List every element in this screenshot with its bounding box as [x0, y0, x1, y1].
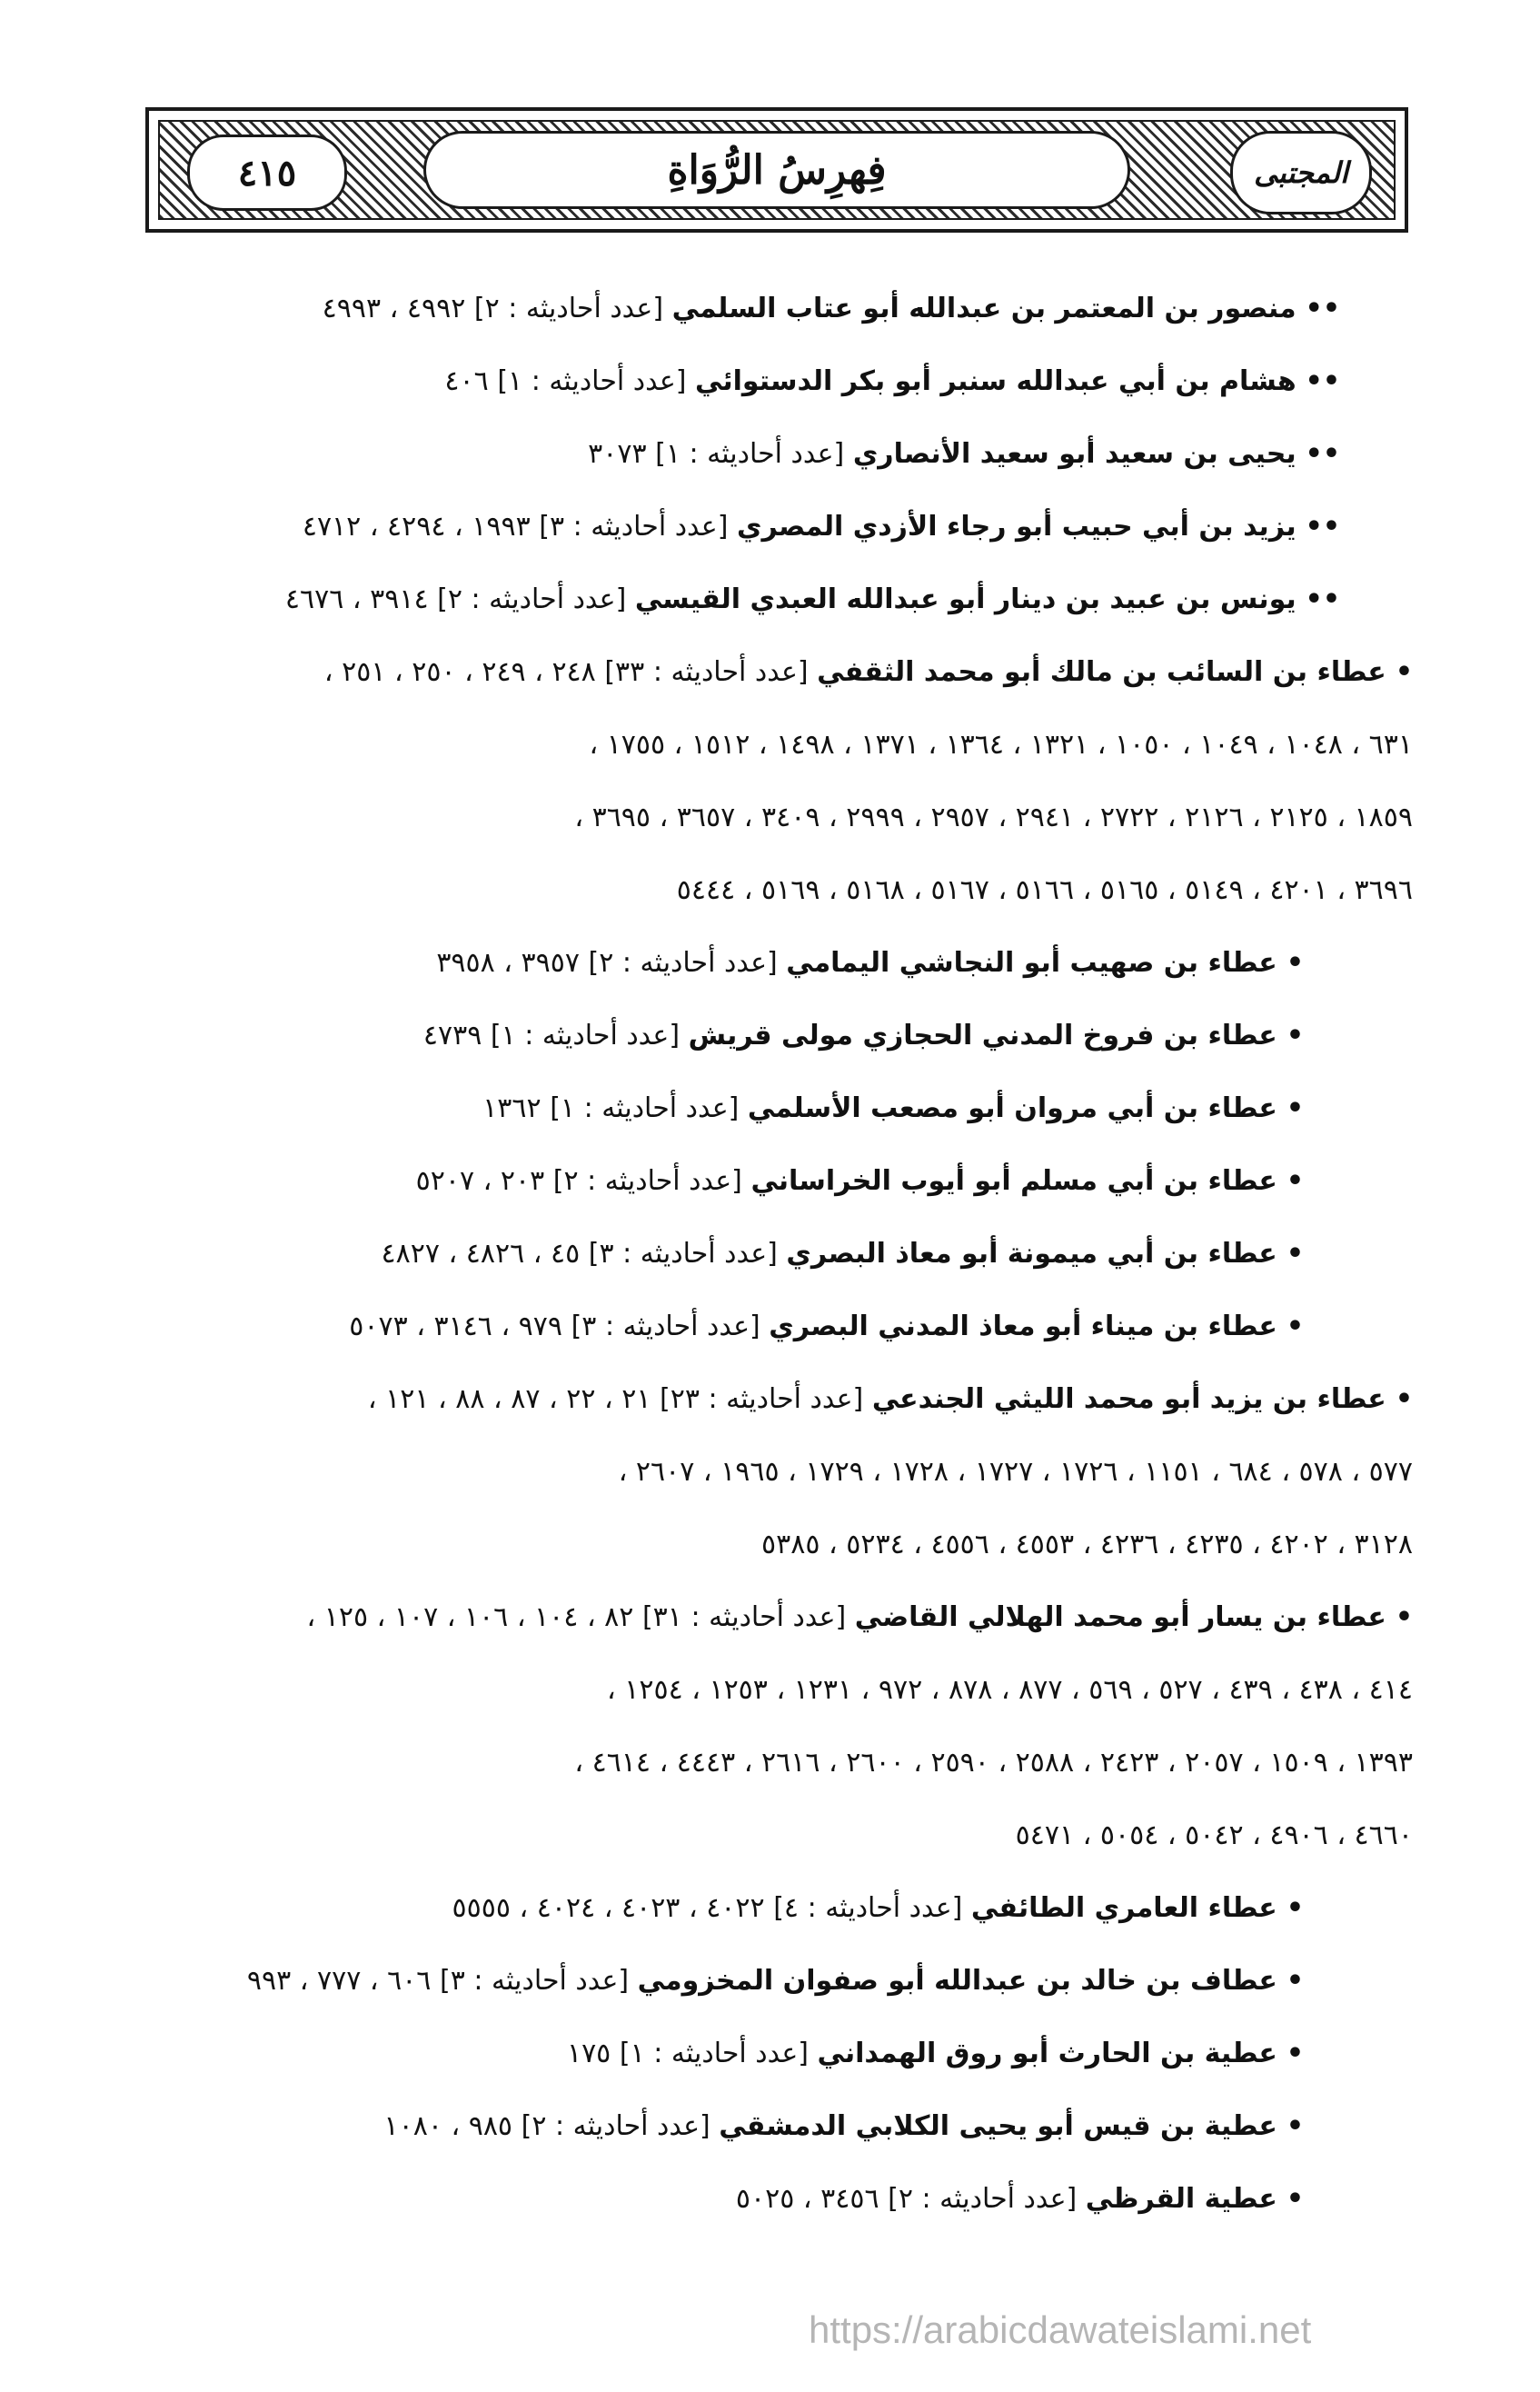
hadith-numbers: ١٧٥ [566, 2038, 611, 2069]
bullet-icon: • [1286, 1892, 1304, 1924]
narrator-name: يحيى بن سعيد أبو سعيد الأنصاري [852, 438, 1297, 470]
hadith-numbers-continued: ٦٣١ ، ١٠٤٨ ، ١٠٤٩ ، ١٠٥٠ ، ١٣٢١ ، ١٣٦٤ ، ١٣٧١ ، ١٤٩٨ ، ١٥١٢ ، ١٧٥٥ ، [589, 729, 1413, 761]
entry-first-line [145, 1945, 1304, 2018]
hadith-count: [عدد أحاديثه : ٢] [473, 293, 664, 324]
narrator-name: عطاء بن أبي مروان أبو مصعب الأسلمي [747, 1092, 1277, 1124]
narrator-name: عطاء بن فروخ المدني الحجازي مولى قريش [688, 1020, 1277, 1051]
bullet-icon: • [1286, 947, 1304, 979]
ornamental-border [158, 120, 1396, 220]
entry-first-line [145, 1872, 1304, 1945]
hadith-numbers: ٢٤٨ ، ٢٤٩ ، ٢٥٠ ، ٢٥١ ، [323, 656, 596, 688]
logo-text: المجتبى [1254, 155, 1348, 190]
bullet-icon: • [1395, 1383, 1413, 1415]
hadith-count: [عدد أحاديثه : ٢] [552, 1165, 742, 1197]
hadith-numbers: ١٩٩٣ ، ٤٢٩٤ ، ٤٧١٢ [302, 511, 531, 543]
narrator-name: عطاء بن صهيب أبو النجاشي اليمامي [786, 947, 1277, 979]
bullet-icon: • [1395, 656, 1413, 688]
bullet-icon: • [1286, 2110, 1304, 2142]
index-entry [145, 1291, 1413, 1363]
index-entry [145, 345, 1413, 418]
watermark: https://arabicdawateislami.net [809, 2308, 1312, 2351]
narrator-name: عطاء العامري الطائفي [970, 1892, 1277, 1924]
hadith-count: [عدد أحاديثه : ٢] [888, 2183, 1078, 2215]
narrators-index-list [145, 273, 1413, 2236]
book-logo [1230, 131, 1372, 214]
narrator-name: عطاء بن يسار أبو محمد الهلالي القاضي [854, 1601, 1386, 1633]
hadith-numbers-continued: ١٣٩٣ ، ١٥٠٩ ، ٢٠٥٧ ، ٢٤٢٣ ، ٢٥٨٨ ، ٢٥٩٠ ، ٢٦٠٠ ، ٢٦١٦ ، ٤٤٤٣ ، ٤٦١٤ ، [574, 1747, 1413, 1779]
narrator-name: عطاف بن خالد بن عبدالله أبو صفوان المخزومي [637, 1965, 1277, 1997]
hadith-count: [عدد أحاديثه : ٤] [773, 1892, 963, 1924]
hadith-count: [عدد أحاديثه : ٢] [437, 583, 627, 615]
hadith-numbers: ٦٠٦ ، ٧٧٧ ، ٩٩٣ [246, 1965, 432, 1997]
bullet-icon: •• [1305, 583, 1340, 615]
narrator-name: عطاء بن ميناء أبو معاذ المدني البصري [769, 1311, 1277, 1342]
hadith-count: [عدد أحاديثه : ٢] [521, 2110, 710, 2142]
entry-first-line [145, 563, 1340, 636]
hadith-numbers: ٢٠٣ ، ٥٢٠٧ [415, 1165, 545, 1197]
hadith-count: [عدد أحاديثه : ٣] [588, 1238, 778, 1270]
hadith-numbers: ٨٢ ، ١٠٤ ، ١٠٦ ، ١٠٧ ، ١٢٥ ، [306, 1601, 634, 1633]
entry-first-line [145, 491, 1340, 563]
narrator-name: عطية بن قيس أبو يحيى الكلابي الدمشقي [719, 2110, 1277, 2142]
index-entry [145, 1363, 1413, 1581]
index-entry [145, 1218, 1413, 1291]
hadith-numbers: ٤٠٦ [444, 365, 489, 397]
hadith-numbers: ٢١ ، ٢٢ ، ٨٧ ، ٨٨ ، ١٢١ ، [367, 1383, 651, 1415]
hadith-count: [عدد أحاديثه : ٢٣] [660, 1383, 864, 1415]
hadith-numbers: ١٣٦٢ [482, 1092, 541, 1124]
hadith-count: [عدد أحاديثه : ٣١] [641, 1601, 847, 1633]
narrator-name: منصور بن المعتمر بن عبدالله أبو عتاب السلمي [671, 293, 1297, 324]
entry-first-line [145, 1291, 1304, 1363]
entry-first-line [145, 2090, 1304, 2163]
entry-first-line [145, 1218, 1304, 1291]
bullet-icon: • [1286, 1020, 1304, 1051]
hadith-numbers: ٣٤٥٦ ، ٥٠٢٥ [735, 2183, 879, 2215]
bullet-icon: • [1286, 1311, 1304, 1342]
hadith-numbers-continued: ٤٦٦٠ ، ٤٩٠٦ ، ٥٠٤٢ ، ٥٠٥٤ ، ٥٤٧١ [1015, 1819, 1413, 1851]
bullet-icon: •• [1305, 293, 1340, 324]
bullet-icon: • [1286, 1092, 1304, 1124]
index-entry [145, 418, 1413, 491]
entry-first-line [145, 1145, 1304, 1218]
hadith-numbers: ٩٨٥ ، ١٠٨٠ [383, 2110, 513, 2142]
entry-first-line [145, 345, 1340, 418]
narrator-name: هشام بن أبي عبدالله سنبر أبو بكر الدستوائي [695, 365, 1297, 397]
index-entry [145, 1000, 1413, 1072]
index-entry [145, 2163, 1413, 2236]
bullet-icon: • [1286, 1165, 1304, 1197]
hadith-numbers-continued: ١٨٥٩ ، ٢١٢٥ ، ٢١٢٦ ، ٢٧٢٢ ، ٢٩٤١ ، ٢٩٥٧ ، ٢٩٩٩ ، ٣٤٠٩ ، ٣٦٥٧ ، ٣٦٩٥ ، [574, 802, 1413, 833]
bullet-icon: • [1286, 1238, 1304, 1270]
entry-first-line [145, 1581, 1413, 1654]
entry-first-line [145, 927, 1304, 1000]
page-title: فِهرِسُ الرُّوَاةِ [667, 146, 887, 194]
hadith-count: [عدد أحاديثه : ١] [655, 438, 845, 470]
narrator-name: عطاء بن أبي ميمونة أبو معاذ البصري [786, 1238, 1277, 1270]
hadith-numbers: ٤٧٣٩ [422, 1020, 482, 1051]
title-cartouche [423, 131, 1130, 209]
hadith-numbers-continued: ٣١٢٨ ، ٤٢٠٢ ، ٤٢٣٥ ، ٤٢٣٦ ، ٤٥٥٣ ، ٤٥٥٦ ، ٥٢٣٤ ، ٥٣٨٥ [761, 1529, 1413, 1560]
hadith-numbers: ٩٧٩ ، ٣١٤٦ ، ٥٠٧٣ [349, 1311, 563, 1342]
index-entry [145, 1945, 1413, 2018]
bullet-icon: • [1286, 2038, 1304, 2069]
entry-first-line [145, 2018, 1304, 2090]
index-entry [145, 2018, 1413, 2090]
page-header [145, 107, 1408, 233]
bullet-icon: •• [1305, 365, 1340, 397]
hadith-count: [عدد أحاديثه : ٣] [539, 511, 729, 543]
hadith-count: [عدد أحاديثه : ٣] [439, 1965, 630, 1997]
entry-first-line [145, 1000, 1304, 1072]
narrator-name: عطاء بن أبي مسلم أبو أيوب الخراساني [750, 1165, 1277, 1197]
hadith-numbers: ٣٩١٤ ، ٤٦٧٦ [284, 583, 429, 615]
hadith-count: [عدد أحاديثه : ١] [497, 365, 687, 397]
index-entry [145, 273, 1413, 345]
hadith-count: [عدد أحاديثه : ٢] [588, 947, 778, 979]
hadith-numbers-continued: ٥٧٧ ، ٥٧٨ ، ٦٨٤ ، ١١٥١ ، ١٧٢٦ ، ١٧٢٧ ، ١٧٢٨ ، ١٧٢٩ ، ١٩٦٥ ، ٢٦٠٧ ، [618, 1456, 1413, 1488]
bullet-icon: • [1286, 2183, 1304, 2215]
hadith-count: [عدد أحاديثه : ١] [490, 1020, 681, 1051]
page-number: ٤١٥ [187, 135, 347, 211]
hadith-numbers: ٤٠٢٢ ، ٤٠٢٣ ، ٤٠٢٤ ، ٥٥٥٥ [452, 1892, 765, 1924]
narrator-name: يونس بن عبيد بن دينار أبو عبدالله العبدي القيسي [634, 583, 1297, 615]
index-entry [145, 563, 1413, 636]
entry-first-line [145, 636, 1413, 709]
hadith-count: [عدد أحاديثه : ١] [550, 1092, 740, 1124]
hadith-count: [عدد أحاديثه : ١] [619, 2038, 809, 2069]
narrator-name: عطاء بن السائب بن مالك أبو محمد الثقفي [817, 656, 1386, 688]
entry-first-line [145, 418, 1340, 491]
entry-first-line [145, 2163, 1304, 2236]
index-entry [145, 1872, 1413, 1945]
index-entry [145, 1145, 1413, 1218]
entry-first-line [145, 273, 1340, 345]
index-entry [145, 927, 1413, 1000]
hadith-numbers-continued: ٤١٤ ، ٤٣٨ ، ٤٣٩ ، ٥٢٧ ، ٥٦٩ ، ٨٧٧ ، ٨٧٨ ، ٩٧٢ ، ١٢٣١ ، ١٢٥٣ ، ١٢٥٤ ، [607, 1674, 1413, 1706]
bullet-icon: •• [1305, 438, 1340, 470]
narrator-name: عطية القرظي [1085, 2183, 1277, 2215]
entry-first-line [145, 1072, 1304, 1145]
hadith-count: [عدد أحاديثه : ٣] [571, 1311, 760, 1342]
narrator-name: عطية بن الحارث أبو روق الهمداني [817, 2038, 1277, 2069]
hadith-numbers: ٣٠٧٣ [588, 438, 647, 470]
bullet-icon: •• [1305, 511, 1340, 543]
hadith-numbers: ٤٩٩٢ ، ٤٩٩٣ [322, 293, 466, 324]
entry-first-line [145, 1363, 1413, 1436]
index-entry [145, 2090, 1413, 2163]
narrator-name: يزيد بن أبي حبيب أبو رجاء الأزدي المصري [736, 511, 1297, 543]
hadith-numbers: ٣٩٥٧ ، ٣٩٥٨ [436, 947, 580, 979]
narrator-name: عطاء بن يزيد أبو محمد الليثي الجندعي [871, 1383, 1386, 1415]
hadith-numbers: ٤٥ ، ٤٨٢٦ ، ٤٨٢٧ [381, 1238, 581, 1270]
hadith-count: [عدد أحاديثه : ٣٣] [604, 656, 809, 688]
bullet-icon: • [1395, 1601, 1413, 1633]
bullet-icon: • [1286, 1965, 1304, 1997]
index-entry [145, 491, 1413, 563]
hadith-numbers-continued: ٣٦٩٦ ، ٤٢٠١ ، ٥١٤٩ ، ٥١٦٥ ، ٥١٦٦ ، ٥١٦٧ ، ٥١٦٨ ، ٥١٦٩ ، ٥٤٤٤ [676, 874, 1413, 906]
index-entry [145, 1581, 1413, 1872]
index-entry [145, 1072, 1413, 1145]
index-entry [145, 636, 1413, 927]
